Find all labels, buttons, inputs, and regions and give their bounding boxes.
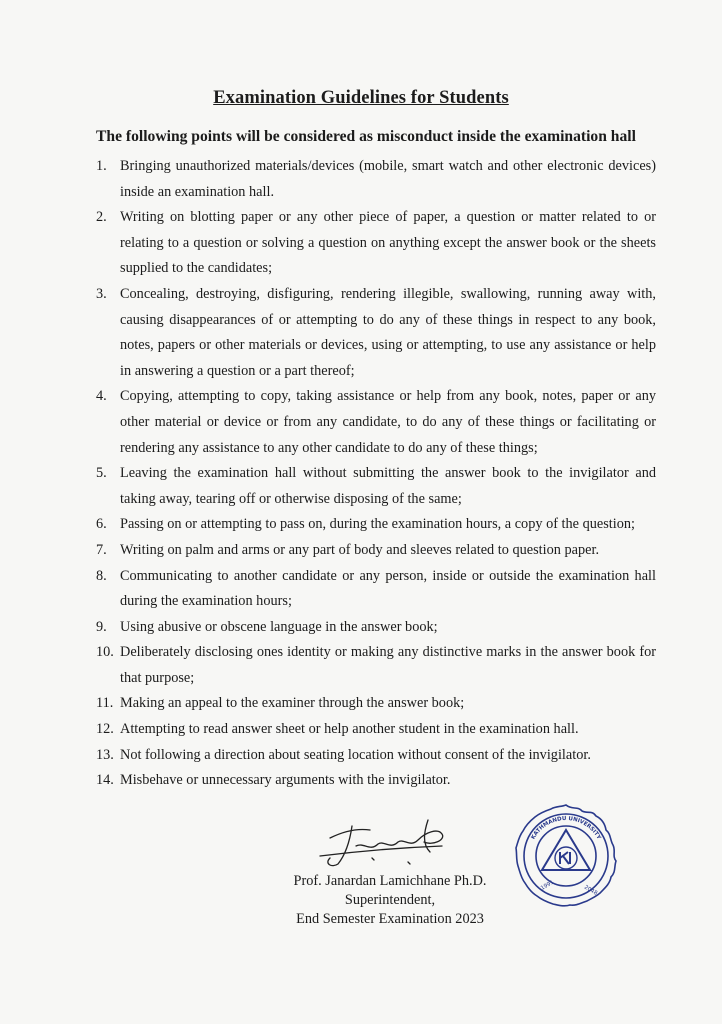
list-item-number: 9.	[96, 618, 107, 635]
list-item-text: Not following a direction about seating location without consent of the invigilator.	[120, 746, 591, 763]
list-item	[96, 461, 656, 512]
seal-year-left: 1991	[540, 879, 556, 892]
signatory-role: Superintendent,	[344, 892, 436, 908]
list-item	[96, 538, 656, 564]
list-item-number: 2.	[96, 209, 107, 226]
list-item	[96, 205, 656, 282]
list-item	[96, 768, 656, 794]
list-item-text: Making an appeal to the examiner through the answer book;	[120, 695, 465, 712]
list-item	[96, 615, 656, 641]
handwritten-signature	[312, 812, 462, 872]
list-item-number: 1.	[96, 158, 107, 174]
list-item	[96, 154, 656, 205]
list-item	[96, 282, 656, 384]
seal-year-right: 2048	[583, 884, 599, 897]
document-title: Examination Guidelines for Students	[213, 88, 509, 108]
list-item-text: Writing on blotting paper or any other piece of paper, a question or matter related to or relating to a question or solving a question on anything except the answer book or the sheets supplied to the candidates;	[120, 209, 656, 277]
list-item-number: 11.	[96, 695, 114, 712]
list-item-text: Using abusive or obscene language in the answer book;	[120, 618, 438, 635]
list-item-text: Bringing unauthorized materials/devices (mobile, smart watch and other electronic devices) inside an examination hall.	[120, 158, 656, 200]
list-item	[96, 717, 656, 743]
signatory-exam: End Semester Examination 2023	[296, 911, 484, 927]
list-item-text: Copying, attempting to copy, taking assistance or help from any book, notes, paper or any other material or device or from any candidate, to do any of these things or facilitating or rendering any assistance to any other candidate to do any of these things;	[120, 388, 656, 456]
list-item	[96, 512, 656, 538]
list-item-number: 6.	[96, 516, 107, 533]
list-item-text: Communicating to another candidate or any person, inside or outside the examination hall during the examination hours;	[120, 567, 656, 610]
seal-text-top: KATHMANDU UNIVERSITY	[530, 815, 602, 841]
signatory-name: Prof. Janardan Lamichhane Ph.D.	[293, 873, 487, 889]
list-item-text: Writing on palm and arms or any part of body and sleeves related to question paper.	[120, 541, 600, 558]
list-item-text: Passing on or attempting to pass on, during the examination hours, a copy of the question;	[120, 516, 636, 533]
list-item-number: 4.	[96, 388, 107, 405]
university-seal	[512, 802, 620, 910]
guidelines-list	[96, 154, 656, 794]
list-item-text: Leaving the examination hall without submitting the answer book to the invigilator and taking away, tearing off or otherwise disposing of the same;	[120, 465, 656, 507]
list-item-text: Attempting to read answer sheet or help another student in the examination hall.	[120, 721, 579, 738]
list-item-number: 3.	[96, 285, 107, 302]
list-item-text: Concealing, destroying, disfiguring, rendering illegible, swallowing, running away with, causing disappearances of or attempting to do any of these things in respect to any book, notes, papers or other materials or devices, using or attempting, to use any assistance or help in answering a question or a part thereof;	[120, 285, 656, 379]
list-item-number: 14.	[96, 772, 114, 789]
list-item-number: 7.	[96, 541, 107, 558]
list-item-number: 8.	[96, 567, 107, 584]
list-item	[96, 640, 656, 691]
list-item-number: 13.	[96, 746, 114, 763]
list-item-text: Deliberately disclosing ones identity or making any distinctive marks in the answer book for that purpose;	[120, 644, 656, 686]
list-item	[96, 384, 656, 461]
list-item-number: 12.	[96, 721, 114, 738]
list-item-number: 10.	[96, 644, 114, 661]
list-item	[96, 564, 656, 615]
signature-block	[270, 872, 510, 929]
document-subtitle: The following points will be considered as misconduct inside the examination hall	[96, 128, 636, 145]
list-item	[96, 743, 656, 769]
list-item-text: Misbehave or unnecessary arguments with the invigilator.	[120, 772, 451, 789]
list-item-number: 5.	[96, 465, 107, 482]
list-item	[96, 691, 656, 717]
